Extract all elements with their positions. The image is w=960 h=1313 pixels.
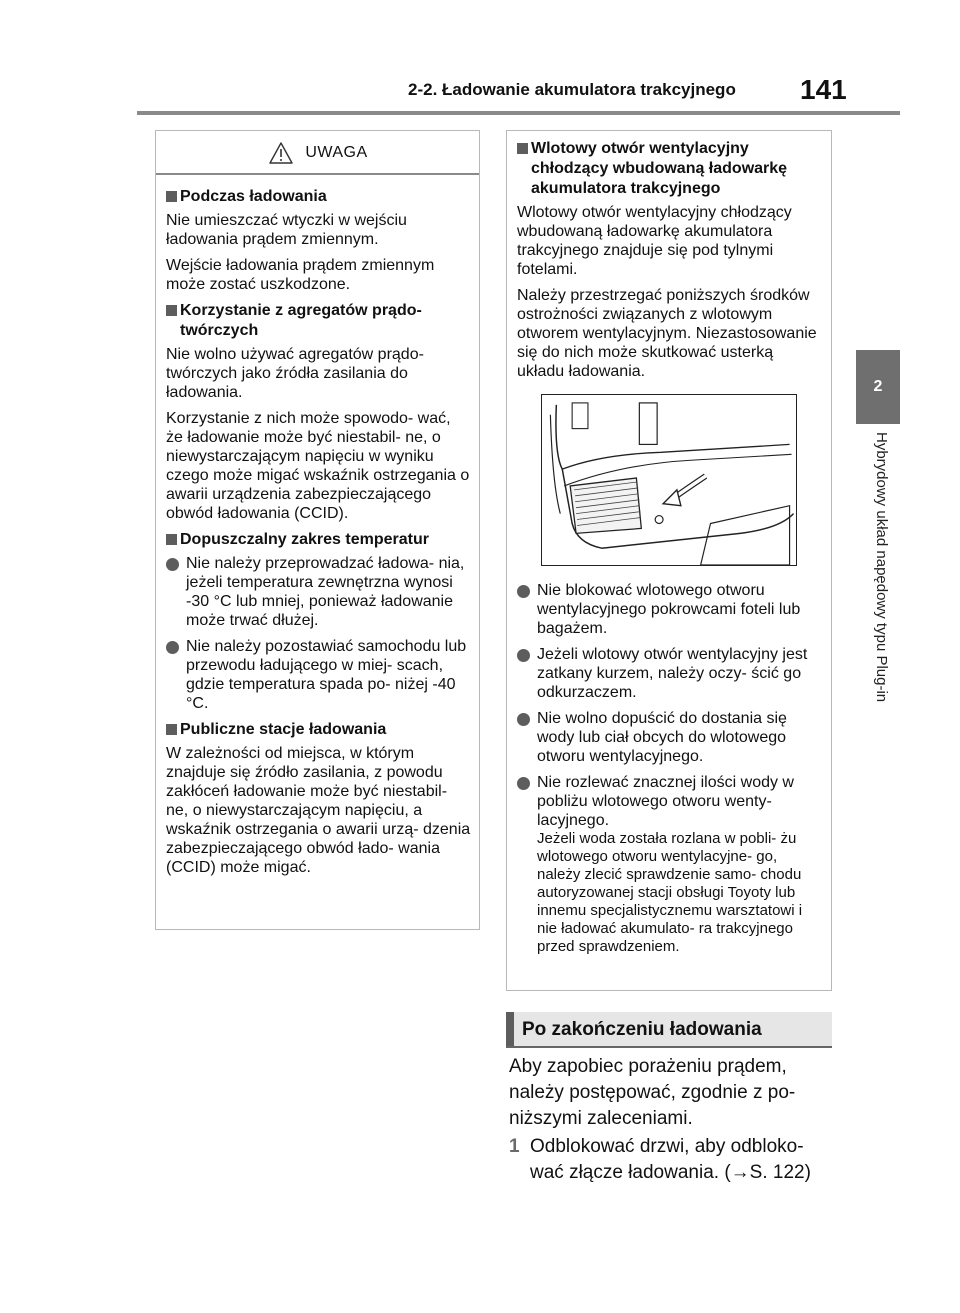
heading-generators: Korzystanie z agregatów prądo- twórczych (166, 301, 471, 341)
paragraph: Wlotowy otwór wentylacyjny chłodzący wbudowaną ładowarkę akumulatora trakcyjnego znajduje się pod tylnymi fotelami. (517, 204, 792, 278)
bullet-text: Nie rozlewać znacznej ilości wody w pobliżu wlotowego otworu wenty- lacyjnego. (537, 774, 794, 829)
section-intro: Aby zapobiec porażeniu prądem, należy postępować, zgodnie z po- niższymi zaleceniami. (509, 1056, 796, 1129)
heading-temperature: Dopuszczalny zakres temperatur (166, 530, 471, 550)
heading-air-inlet: Wlotowy otwór wentylacyjny chłodzący wbudowaną ładowarkę akumulatora trakcyjnego (517, 139, 823, 199)
section-heading (506, 1012, 832, 1048)
bullet-item: Jeżeli wlotowy otwór wentylacyjny jest zatkany kurzem, należy oczy- ścić go odkurzaczem. (517, 645, 823, 702)
chapter-title: Hybrydowy układ napędowy typu Plug-in (873, 432, 890, 703)
paragraph: Nie wolno używać agregatów prądo- twórczych jako źródła zasilania do ładowania. (166, 346, 424, 401)
info-box (506, 130, 832, 991)
bullet-item: Nie wolno dopuścić do dostania się wody lub ciał obcych do wlotowego otworu wentylacyjnego. (517, 709, 823, 766)
header-rule (137, 111, 900, 115)
bullet-note: Jeżeli woda została rozlana w pobli- żu wlotowego otworu wentylacyjne- go, należy zlecić sprawdzenie samo- chodu autoryzowanej stacji obsługi Toyoty lub innemu specjalistycznemu warsztatowi i nie ładować akumulato- ra trakcyjnego przed sprawdzeniem. (537, 830, 803, 955)
chapter-tab: 2 (856, 350, 900, 424)
bullet-item (517, 773, 823, 956)
heading-public-stations: Publiczne stacje ładowania (166, 720, 471, 740)
paragraph: Korzystanie z nich może spowodo- wać, że ładowanie może być niestabil- ne, o niewystarczającym napięciu w wyniku czego może migać wskaźnik ostrzegania o awarii urządzenia zabezpieczającego obwód ładowania (CCID). (166, 410, 470, 522)
air-inlet-illustration (541, 394, 797, 566)
step-number: 1 (509, 1136, 520, 1157)
section-title: 2-2. Ładowanie akumulatora trakcyjnego (408, 80, 736, 99)
paragraph: W zależności od miejsca, w którym znajduje się źródło zasilania, z powodu zakłóceń ładowanie może być niestabil- ne, o niewystarczającym napięciu, a wskaźnik ostrzegania o awarii urzą- dzenia zabezpieczającego obwód łado- wania (CCID) może migać. (166, 745, 471, 876)
bullet-item: Nie blokować wlotowego otworu wentylacyjnego pokrowcami foteli lub bagażem. (517, 581, 823, 638)
heading-charging: Podczas ładowania (166, 187, 471, 207)
page-number: 141 (800, 74, 847, 105)
step-text: Odblokować drzwi, aby odbloko- wać złącze ładowania. (→S. 122) (530, 1136, 811, 1183)
warning-header (166, 133, 471, 173)
bullet-item: Nie należy pozostawiać samochodu lub przewodu ładującego w miej- scach, gdzie temperatura spada po- niżej -40 °C. (166, 637, 471, 713)
paragraph: Należy przestrzegać poniższych środków ostrożności związanych z wlotowym otworem wentylacyjnym. Niezastosowanie się do nich może skutkować usterką układu ładowania. (517, 287, 817, 380)
warning-box (155, 130, 480, 930)
section-heading-title: Po zakończeniu ładowania (522, 1019, 762, 1040)
page-header (0, 0, 960, 115)
warning-triangle-icon (269, 142, 293, 164)
section-heading-bar (506, 1012, 514, 1046)
step-item (509, 1134, 839, 1186)
warning-label: UWAGA (305, 144, 368, 161)
bullet-item: Nie należy przeprowadzać ładowa- nia, jeżeli temperatura zewnętrzna wynosi -30 °C lub mniej, ponieważ ładowanie może trwać dłużej. (166, 554, 471, 630)
paragraph: Nie umieszczać wtyczki w wejściu ładowania prądem zmiennym. (166, 212, 407, 248)
paragraph: Wejście ładowania prądem zmiennym może zostać uszkodzone. (166, 257, 435, 293)
